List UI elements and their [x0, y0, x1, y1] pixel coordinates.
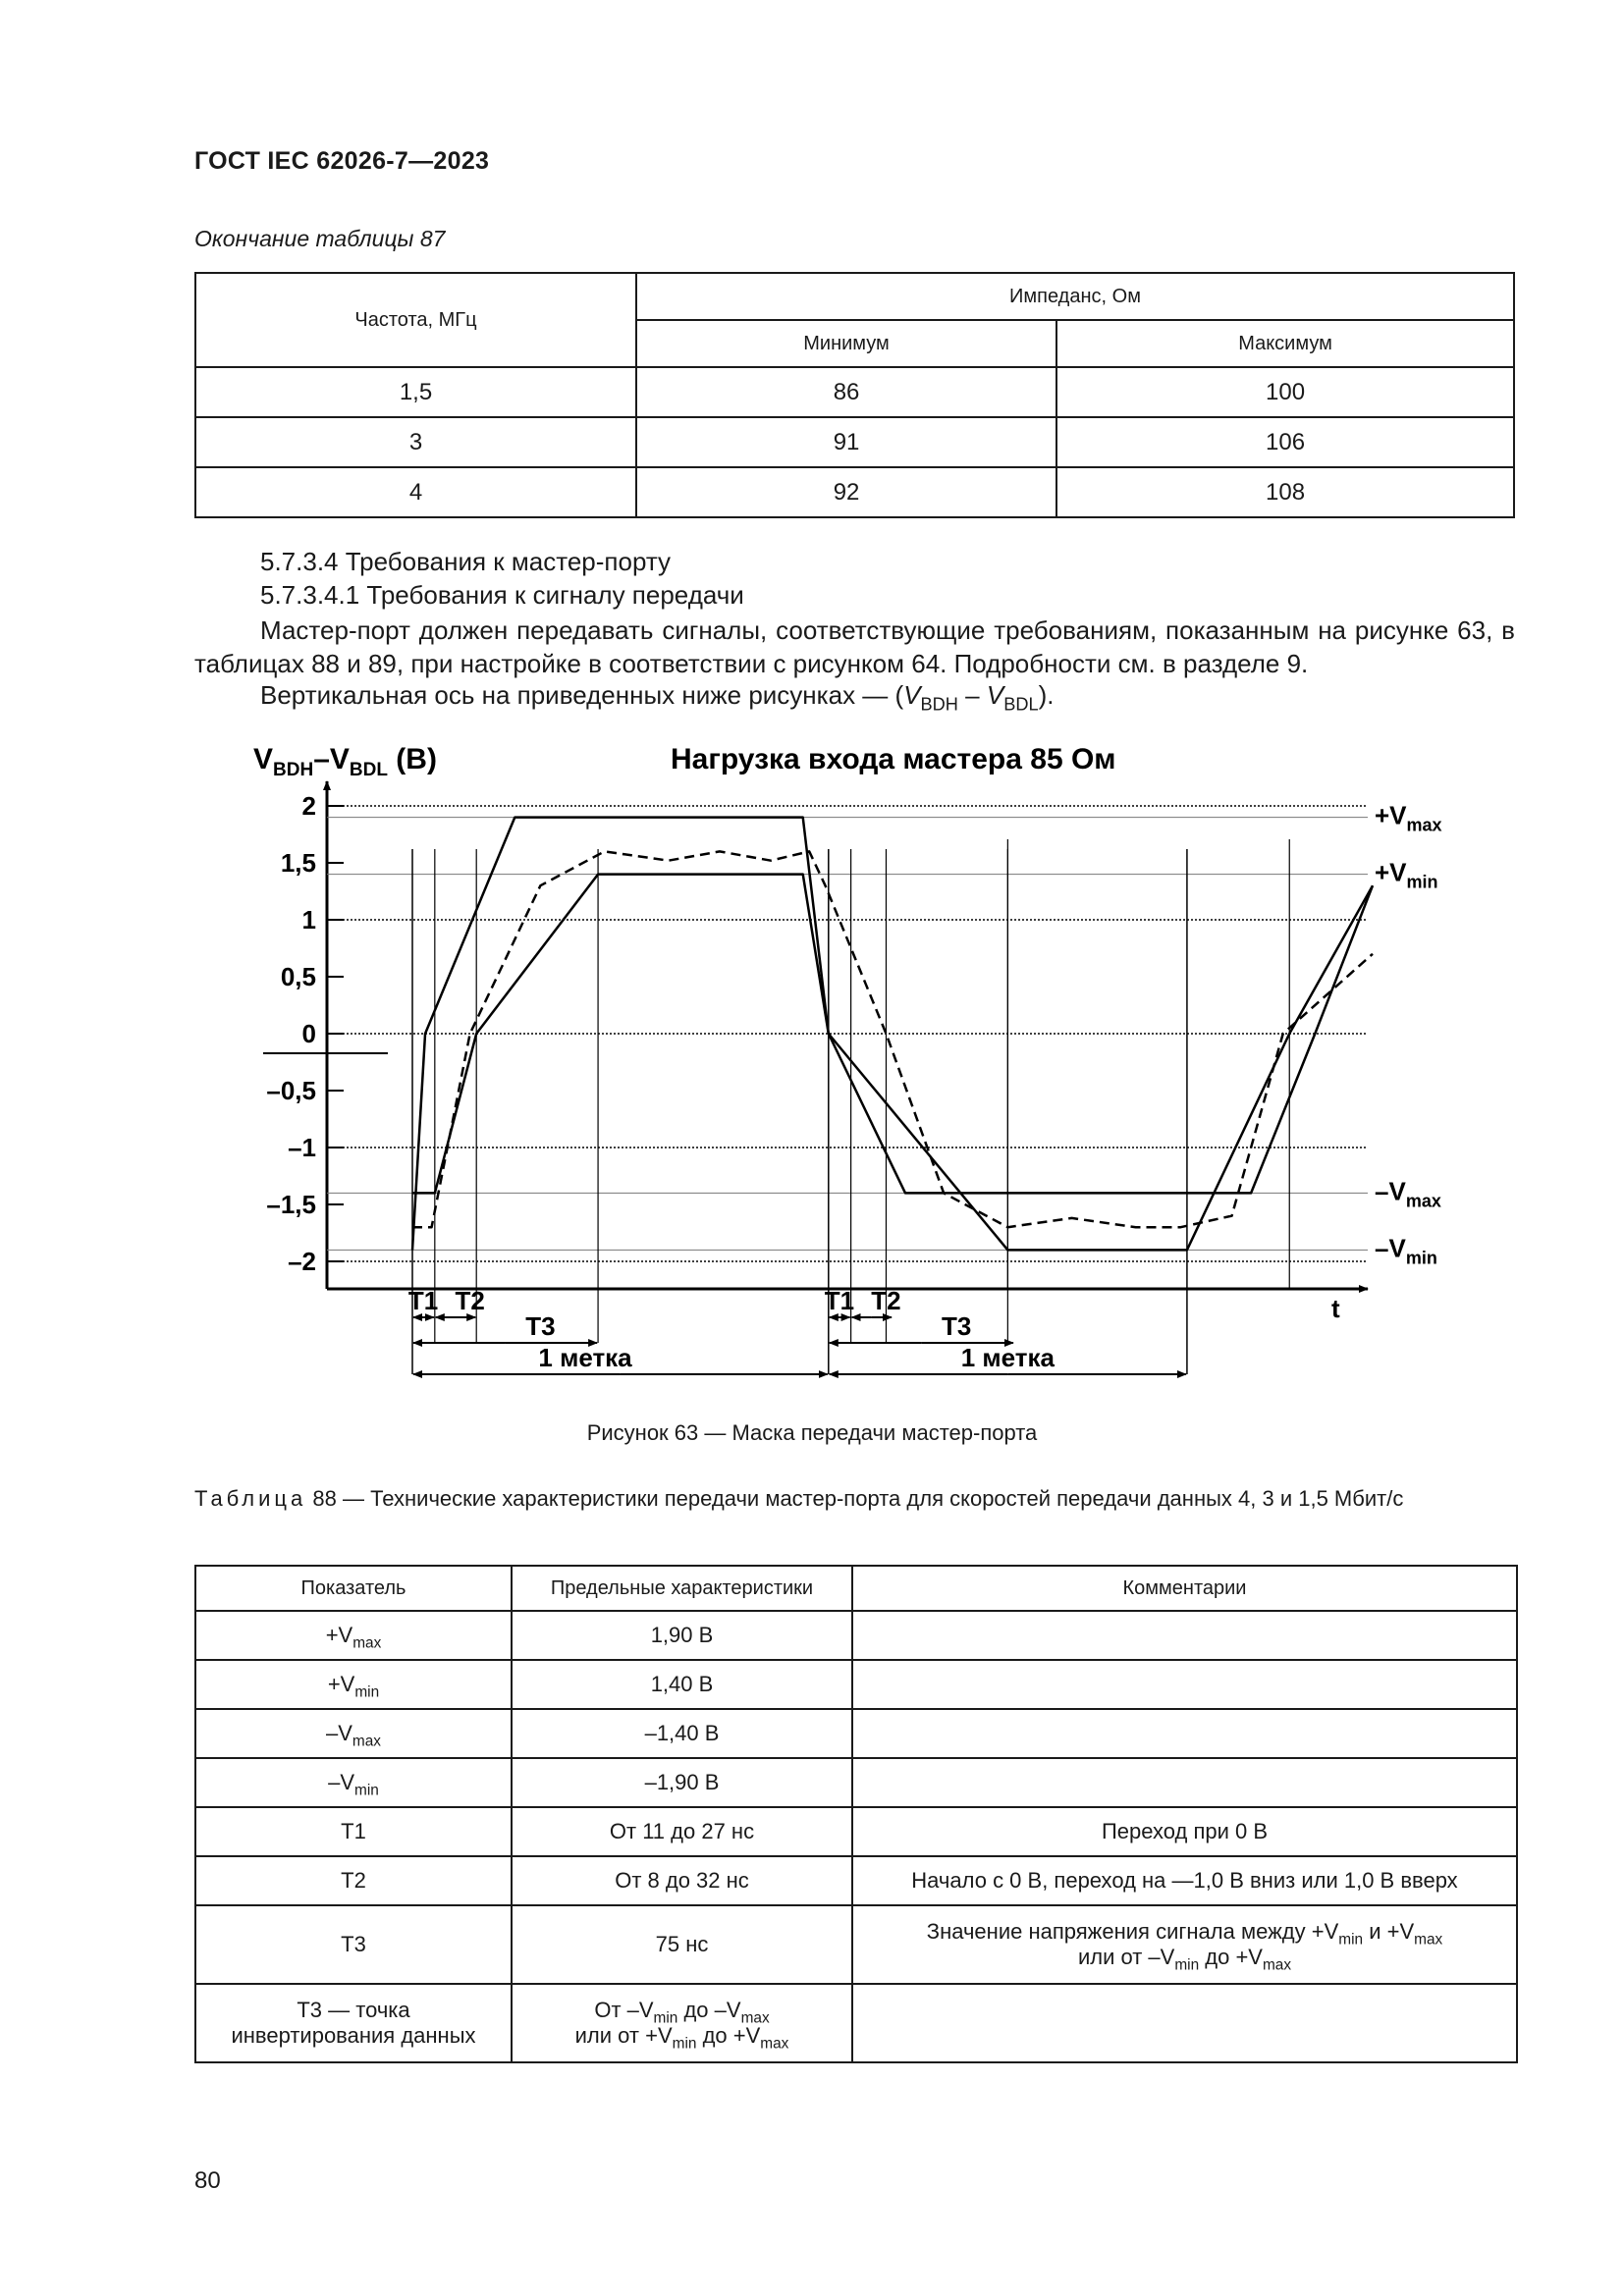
cell-limit: –1,40 В: [512, 1709, 852, 1758]
x-axis-label: t: [1331, 1294, 1340, 1323]
y-tick-label: 2: [301, 791, 316, 821]
cell-limit: 75 нс: [512, 1905, 852, 1984]
cell-param: [195, 1758, 512, 1807]
trace-signal: [412, 851, 1373, 1227]
param-sub: min: [354, 1782, 379, 1799]
cell-limit: От 11 до 27 нс: [512, 1807, 852, 1856]
table-row: [195, 1758, 1517, 1807]
param-main: T2: [341, 1868, 366, 1893]
col-limits: Предельные характеристики: [512, 1566, 852, 1611]
cell-limit: От 8 до 32 нс: [512, 1856, 852, 1905]
cell-max: 100: [1056, 367, 1514, 417]
mask-level-label: $-V_{min}$: [1375, 1233, 1437, 1268]
cell-param: [195, 1709, 512, 1758]
table-row: [195, 1856, 1517, 1905]
axis-note-v: V: [903, 680, 921, 710]
col-comments: Комментарии: [852, 1566, 1517, 1611]
col-max: Максимум: [1056, 320, 1514, 367]
limit-line-1: От $-V_{min}$ до $-V_{max}$: [594, 1998, 770, 2027]
cell-max: 108: [1056, 467, 1514, 517]
y-tick-label: 0,5: [280, 962, 316, 991]
timing-label: T3: [942, 1311, 972, 1341]
param-sub: max: [352, 1733, 381, 1750]
mask-level-label: $-V_{max}$: [1375, 1176, 1441, 1211]
page-number: 80: [194, 2167, 221, 2194]
cell-freq: 3: [195, 417, 636, 467]
col-frequency: Частота, МГц: [195, 273, 636, 367]
cell-max: 106: [1056, 417, 1514, 467]
figure-caption: Рисунок 63 — Маска передачи мастер-порта: [586, 1420, 1038, 1445]
table88-title: [194, 1484, 1518, 1514]
param-line-2: инвертирования данных: [231, 2023, 476, 2048]
cell-freq: 4: [195, 467, 636, 517]
limit-line-2: или от $+V_{min}$ до $+V_{max}$: [574, 2023, 789, 2053]
table-row: [195, 467, 1514, 517]
cell-comment: [852, 1905, 1517, 1984]
cell-limit: [512, 1984, 852, 2062]
cell-min: 86: [636, 367, 1056, 417]
table-row: [195, 1905, 1517, 1984]
timing-label: T1: [824, 1286, 855, 1315]
y-tick-label: 0: [301, 1019, 316, 1048]
cell-comment: [852, 1611, 1517, 1660]
col-impedance: Импеданс, Ом: [636, 273, 1514, 320]
axis-note-sub: BDL: [1003, 694, 1039, 715]
table-row: [195, 367, 1514, 417]
cell-param: [195, 1807, 512, 1856]
param-main: –V: [326, 1721, 352, 1745]
table-88: [194, 1565, 1518, 2063]
cell-param: [195, 1611, 512, 1660]
comment-line-2: или от $-V_{min}$ до $+V_{max}$: [1077, 1945, 1292, 1974]
y-tick-label: 1,5: [280, 848, 316, 878]
timing-label: 1 метка: [960, 1343, 1055, 1372]
axis-note-text: Вертикальная ось на приведенных ниже рисунках — (: [260, 680, 904, 710]
axis-note-sub: BDH: [920, 694, 958, 715]
y-tick-label: –0,5: [266, 1076, 316, 1105]
table88-title-text: 88 — Технические характеристики передачи мастер-порта для скоростей передачи данных 4, 3 и 1,5 Мбит/с: [306, 1486, 1404, 1511]
col-parameter: Показатель: [195, 1566, 512, 1611]
cell-comment: [852, 1709, 1517, 1758]
table-row: [195, 1709, 1517, 1758]
axis-note-minus: –: [957, 680, 987, 710]
table88-title-prefix: Таблица: [194, 1486, 307, 1511]
cell-limit: 1,90 В: [512, 1611, 852, 1660]
document-header: ГОСТ IEC 62026-7—2023: [194, 147, 490, 175]
param-main: +V: [327, 1672, 355, 1696]
table-row: [195, 1611, 1517, 1660]
cell-param: T3: [195, 1905, 512, 1984]
cell-comment: Начало с 0 В, переход на —1,0 В вниз или 1,0 В вверх: [852, 1856, 1517, 1905]
chart-title: Нагрузка входа мастера 85 Ом: [671, 743, 1116, 775]
param-main: +V: [325, 1623, 353, 1647]
transmit-mask-chart: [0, 726, 1624, 1414]
cell-min: 92: [636, 467, 1056, 517]
timing-label: T3: [525, 1311, 556, 1341]
cell-comment: [852, 1984, 1517, 2062]
table-row: [195, 1660, 1517, 1709]
param-main: –V: [328, 1770, 355, 1794]
table-row: [195, 1984, 1517, 2062]
timing-label: T2: [871, 1286, 901, 1315]
paragraph-requirements: Мастер-порт должен передавать сигналы, соответствующие требованиям, показанным на рисунке 63, в таблицах 88 и 89, при настройке в соответствии с рисунком 64. Подробности см. в разделе 9.: [194, 615, 1515, 678]
cell-min: 91: [636, 417, 1056, 467]
mask-level-label: $+V_{min}$: [1375, 857, 1438, 892]
axis-note-end: ).: [1038, 680, 1055, 710]
table-87: [194, 272, 1515, 518]
section-heading-5-7-3-4: 5.7.3.4 Требования к мастер-порту: [260, 547, 672, 576]
table87-caption: Окончание таблицы 87: [194, 226, 446, 251]
y-tick-label: –1: [288, 1133, 316, 1162]
cell-limit: 1,40 В: [512, 1660, 852, 1709]
param-main: T1: [341, 1819, 366, 1843]
cell-param: [195, 1660, 512, 1709]
cell-comment: [852, 1660, 1517, 1709]
cell-freq: 1,5: [195, 367, 636, 417]
timing-label: T1: [407, 1286, 439, 1315]
param-sub: max: [352, 1634, 382, 1652]
y-tick-label: –2: [288, 1247, 316, 1276]
cell-comment: Переход при 0 В: [852, 1807, 1517, 1856]
cell-param: [195, 1984, 512, 2062]
cell-limit: –1,90 В: [512, 1758, 852, 1807]
mask-level-label: $+V_{max}$: [1375, 800, 1442, 835]
col-min: Минимум: [636, 320, 1056, 367]
table-row: [195, 1807, 1517, 1856]
y-tick-label: –1,5: [266, 1190, 316, 1219]
cell-comment: [852, 1758, 1517, 1807]
param-line-1: T3 — точка: [297, 1998, 410, 2022]
timing-label: 1 метка: [538, 1343, 632, 1372]
cell-param: [195, 1856, 512, 1905]
axis-note-v: V: [986, 680, 1004, 710]
chart-ylabel: $V_{BDH}-V_{BDL}$ (В): [253, 743, 437, 780]
param-sub: min: [354, 1683, 380, 1701]
paragraph-vertical-axis: [260, 680, 1055, 715]
y-tick-label: 1: [301, 905, 316, 934]
timing-label: T2: [455, 1286, 485, 1315]
table-row: [195, 417, 1514, 467]
comment-line-1: Значение напряжения сигнала между $+V_{min}$ $и +V_{max}$: [926, 1919, 1443, 1949]
section-heading-5-7-3-4-1: 5.7.3.4.1 Требования к сигналу передачи: [260, 580, 744, 610]
